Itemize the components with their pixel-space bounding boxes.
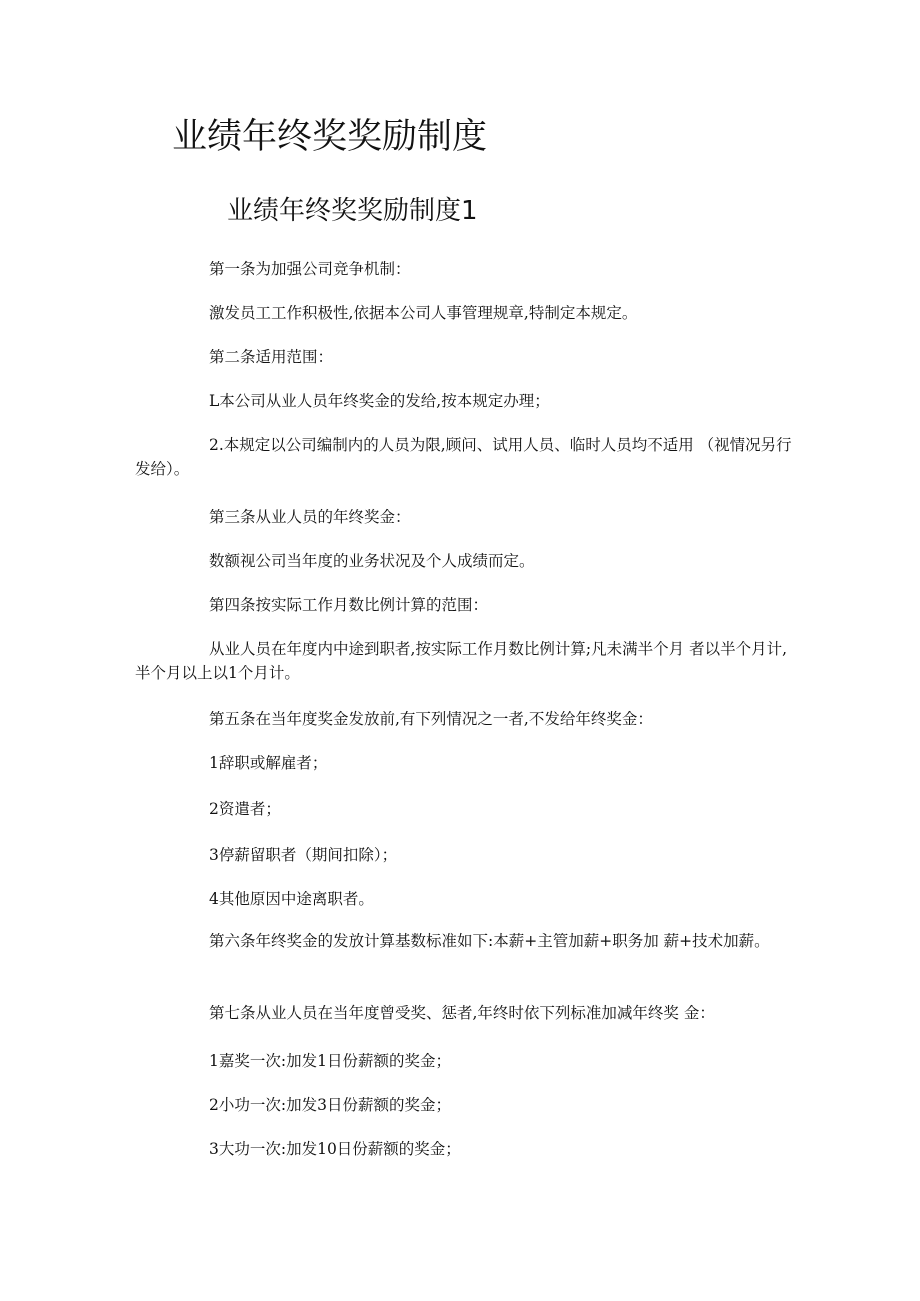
article-5-item-1: 1辞职或解雇者；: [209, 754, 328, 772]
article-3-heading: 第三条从业人员的年终奖金：: [209, 508, 411, 526]
article-7-item-3: 3大功一次:加发10日份薪额的奖金；: [209, 1140, 461, 1158]
article-2-heading: 第二条适用范围：: [209, 348, 334, 366]
article-6-body: 第六条年终奖金的发放计算基数标准如下:本薪+主管加薪+职务加 薪+技术加薪。: [209, 932, 770, 950]
article-4-body: 从业人员在年度内中途到职者,按实际工作月数比例计算;凡未满半个月 者以半个月计,半个月以上以1个月计。: [135, 640, 788, 682]
article-7-item-1: 1嘉奖一次:加发1日份薪额的奖金；: [209, 1052, 451, 1070]
page-title: 业绩年终奖奖励制度: [172, 117, 488, 157]
article-5-item-3: 3停薪留职者（期间扣除）；: [209, 846, 398, 864]
article-5-heading: 第五条在当年度奖金发放前,有下列情况之一者,不发给年终奖金：: [209, 710, 653, 728]
article-5-item-4: 4其他原因中途离职者。: [209, 890, 374, 908]
article-5-item-2: 2资遣者；: [209, 800, 281, 818]
article-3-body: 数额视公司当年度的业务状况及个人成绩而定。: [209, 552, 535, 570]
article-1-body: 激发员工工作积极性,依据本公司人事管理规章,特制定本规定。: [209, 304, 638, 322]
article-7-item-2: 2小功一次:加发3日份薪额的奖金；: [209, 1096, 451, 1114]
article-2-item-1: L本公司从业人员年终奖金的发给,按本规定办理；: [209, 392, 550, 410]
article-2-item-2: 2.本规定以公司编制内的人员为限,顾问、试用人员、临时人员均不适用 （视情况另行发给）。: [135, 436, 792, 478]
article-1-heading: 第一条为加强公司竞争机制：: [209, 260, 411, 278]
article-7-heading: 第七条从业人员在当年度曾受奖、惩者,年终时依下列标准加减年终奖 金：: [209, 1004, 715, 1022]
article-4-heading: 第四条按实际工作月数比例计算的范围：: [209, 596, 489, 614]
section-title: 业绩年终奖奖励制度1: [227, 196, 478, 226]
